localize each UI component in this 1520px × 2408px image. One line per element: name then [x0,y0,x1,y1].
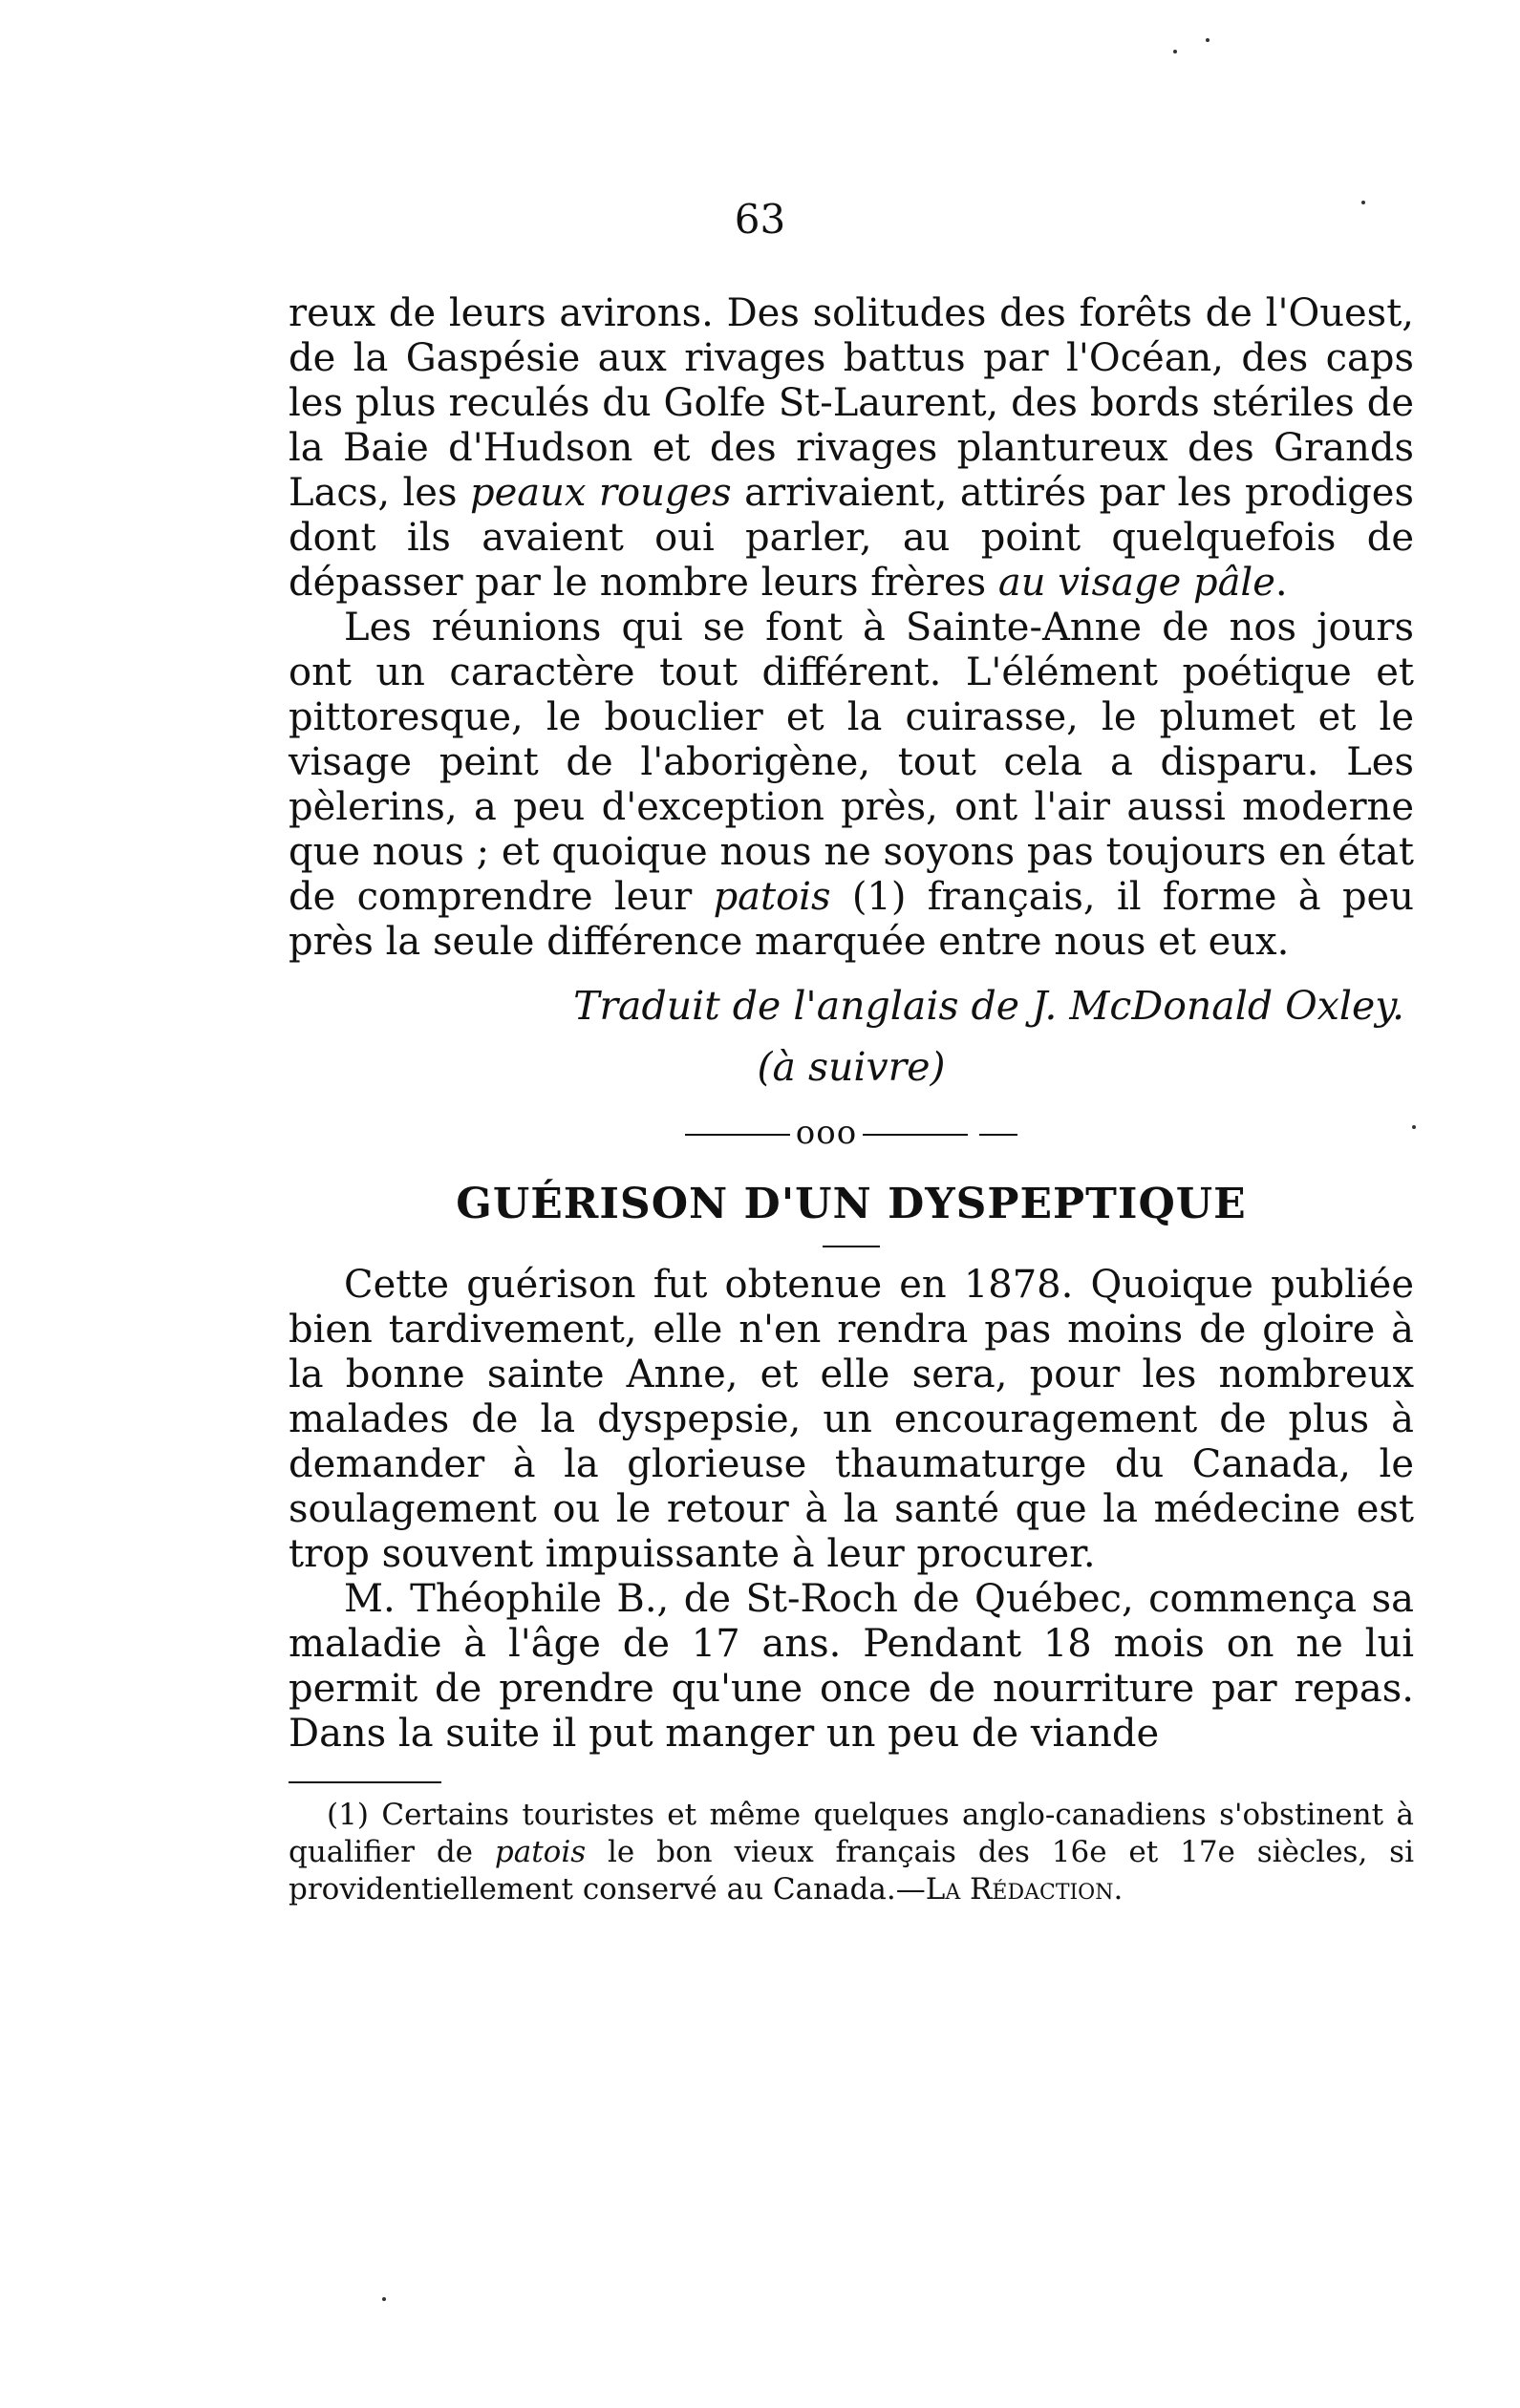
paragraph-text: reux de leurs avirons. Des solitudes des forêts de l'Ouest, de la Gaspésie aux rivages battus par l'Océan, des caps les plus reculés du Golfe St-Laurent, des bords stériles de la Baie d'Hudson et des rivages plantureux des Grands Lacs, les [289,291,1414,515]
print-speck [382,2297,386,2301]
paragraph-continuation [289,291,1414,606]
separator-dash [979,1134,1017,1136]
paragraph-cure: Cette guérison fut obtenue en 1878. Quoique publiée bien tardivement, elle n'en rendra pas moins de gloire à la bonne sainte Anne, et elle sera, pour les nombreux malades de la dyspepsie, un encouragement de plus à demander à la glorieuse thaumaturge du Canada, le soulagement ou le retour à la santé que la médecine est trop souvent impuissante à leur procurer. [289,1263,1414,1576]
footnote-rule [289,1781,441,1783]
paragraph-theophile: M. Théophile B., de St-Roch de Québec, commença sa maladie à l'âge de 17 ans. Pendant 18 mois on ne lui permit de prendre qu'une once de nourriture par repas. Dans la suite il put manger un peu de viande [289,1577,1414,1756]
separator-ornament: ooo [795,1114,858,1152]
paragraph-text: Les réunions qui se font à Sainte-Anne de nos jours ont un caractère tout différent. L'élément poétique et pittoresque, le bouclier et la cuirasse, le plumet et le visage peint de l'aborigène, tout cela a disparu. Les pèlerins, a peu d'exception près, ont l'air aussi moderne que nous ; et quoique nous ne soyons pas toujours en état de comprendre leur [289,606,1414,919]
separator-dash [685,1134,790,1136]
print-speck [1206,38,1210,42]
footnote-text: le bon vieux français des 16e et 17e siècles, si providentiellement conservé au Canada.— [289,1835,1414,1907]
italic-phrase: patois [713,875,831,919]
text-column [289,291,1414,1908]
paragraph-text: . [1274,561,1288,605]
paragraph-reunions [289,606,1414,965]
separator-dash [863,1134,968,1136]
italic-phrase: patois [494,1835,587,1869]
print-speck [1173,50,1177,53]
section-separator [289,1112,1414,1154]
section-title: GUÉRISON D'UN DYSPEPTIQUE [456,1180,1247,1228]
italic-phrase: peaux rouges [469,471,732,515]
translation-attribution: Traduit de l'anglais de J. McDonald Oxley. [573,983,1404,1029]
italic-phrase: au visage pâle [997,561,1275,605]
footnote [289,1797,1414,1908]
editorial-signature: La Rédaction. [925,1872,1124,1907]
footnote-marker: (1) [327,1798,369,1832]
footnote-text: Certains touristes et même quelques anglo-canadiens s'obstinent à qualifier de [289,1798,1414,1869]
to-be-continued: (à suivre) [757,1044,946,1090]
paragraph-text: arrivaient, attirés par les prodiges dont ils avaient oui parler, au point quelquefois de dépasser par le nombre leurs frères [289,471,1414,605]
title-rule [823,1246,880,1247]
paragraph-text: (1) français, il forme à peu près la seule différence marquée entre nous et eux. [289,875,1414,964]
page-number: 63 [734,196,786,243]
